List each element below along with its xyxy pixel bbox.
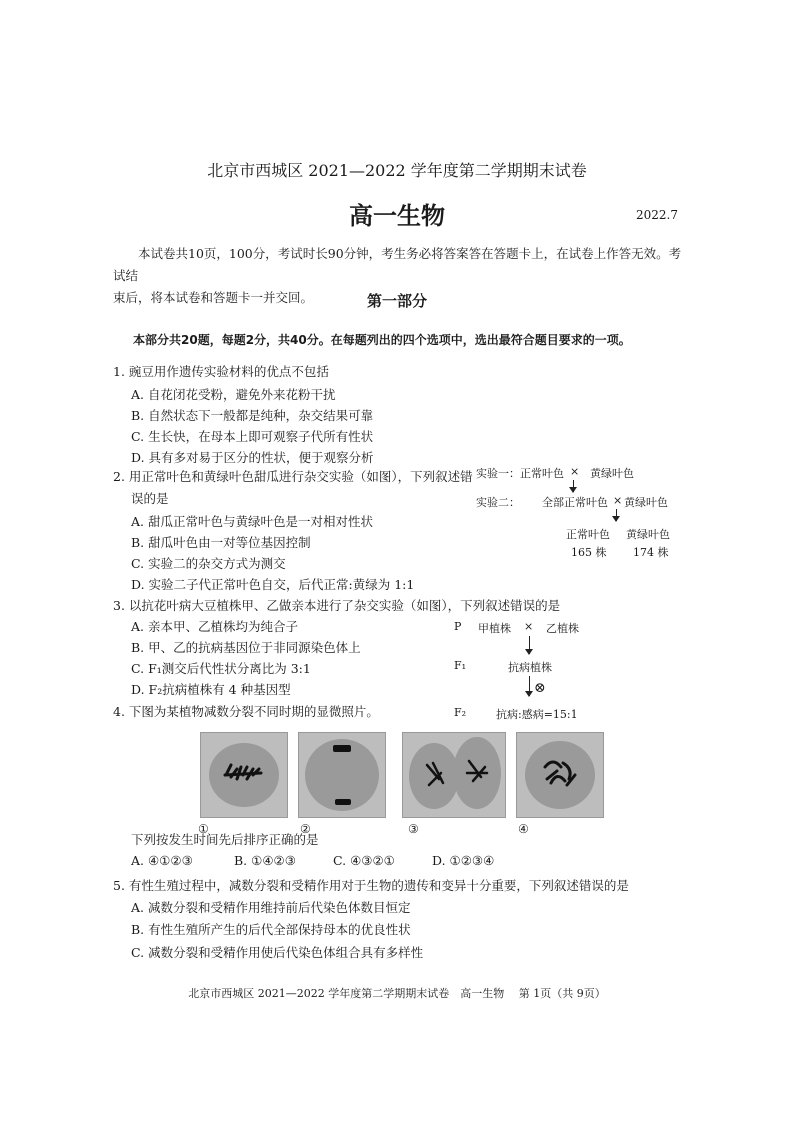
exam-title: 北京市西城区 2021—2022 学年度第二学期期末试卷 (207, 161, 587, 180)
q1-option-a: A. 自花闭花受粉，避免外来花粉干扰 (131, 387, 336, 402)
photo-label-4: ④ (518, 822, 529, 836)
q2-exp1-parent-a: 正常叶色 (520, 467, 564, 480)
q3-p-label: P (454, 620, 462, 633)
q4-stem: 4. 下图为某植物减数分裂不同时期的显微照片。 (113, 704, 379, 719)
q3-option-a: A. 亲本甲、乙植株均为纯合子 (131, 619, 298, 634)
q2-exp2-label: 实验二： (476, 496, 520, 509)
page-footer: 北京市西城区 2021—2022 学年度第二学期期末试卷 高一生物 第 1页（共 9页） (188, 987, 606, 1000)
q2-option-d: D. 实验二子代正常叶色自交，后代正常:黄绿为 1:1 (131, 577, 415, 592)
q3-parent-b: 乙植株 (546, 622, 579, 635)
q3-option-b: B. 甲、乙的抗病基因位于非同源染色体上 (131, 640, 361, 655)
q3-parent-a: 甲植株 (478, 622, 511, 635)
q2-stem-line-2: 误的是 (131, 491, 169, 506)
exam-date: 2022.7 (636, 208, 678, 222)
micrograph-1 (200, 732, 288, 818)
q5-stem: 5. 有性生殖过程中，减数分裂和受精作用对于生物的遗传和变异十分重要，下列叙述错误的是 (113, 878, 629, 893)
q1-stem: 1. 豌豆用作遗传实验材料的优点不包括 (113, 364, 329, 379)
q5-option-c: C. 减数分裂和受精作用使后代染色体组合具有多样性 (131, 945, 424, 960)
q2-offspring-a: 正常叶色 (566, 528, 610, 541)
q4-option-a: A. ④①②③ (131, 853, 193, 868)
intro-line-2: 束后，将本试卷和答题卡一并交回。 (113, 290, 314, 305)
q3-arrow-2 (529, 676, 530, 696)
q1-option-c: C. 生长快，在母本上即可观察子代所有性状 (131, 429, 374, 444)
q4-sub-stem: 下列按发生时间先后排序正确的是 (131, 832, 319, 847)
q1-option-b: B. 自然状态下一般都是纯种，杂交结果可靠 (131, 408, 374, 423)
q5-option-a: A. 减数分裂和受精作用维持前后代染色体数目恒定 (131, 900, 411, 915)
q3-f1-text: 抗病植株 (508, 661, 552, 674)
q3-option-c: C. F₁测交后代性状分离比为 3:1 (131, 661, 311, 676)
q3-arrow-1 (529, 636, 530, 654)
q2-option-b: B. 甜瓜叶色由一对等位基因控制 (131, 535, 311, 550)
q2-arrow-2 (616, 509, 617, 521)
q2-count-b: 174 株 (633, 546, 669, 559)
intro-line-1: 本试卷共10页，100分，考试时长90分钟，考生务必将答案答在答题卡上，在试卷上作答无效。考试结 (113, 246, 682, 283)
q3-self-cross-icon: ⊗ (534, 680, 546, 696)
q2-option-a: A. 甜瓜正常叶色与黄绿叶色是一对相对性状 (131, 514, 373, 529)
micrograph-3 (402, 732, 506, 818)
q2-exp2-cross: × (613, 494, 623, 507)
micrograph-2 (298, 732, 386, 818)
q1-option-d: D. 具有多对易于区分的性状，便于观察分析 (131, 450, 374, 465)
q2-exp2-parent-b: 黄绿叶色 (624, 496, 668, 509)
q2-exp1-label: 实验一： (476, 467, 520, 480)
q4-option-d: D. ①②③④ (432, 853, 495, 868)
q4-option-c: C. ④③②① (333, 853, 395, 868)
photo-label-1: ① (198, 822, 209, 836)
part-instruction: 本部分共20题，每题2分，共40分。在每题列出的四个选项中，选出最符合题目要求的一项。 (133, 333, 631, 347)
q2-exp2-parent-a: 全部正常叶色 (542, 496, 608, 509)
q2-option-c: C. 实验二的杂交方式为测交 (131, 556, 286, 571)
q3-f1-label: F₁ (454, 659, 467, 672)
q3-cross: × (524, 620, 534, 633)
part-title: 第一部分 (366, 292, 427, 310)
photo-label-2: ② (300, 822, 311, 836)
q3-f2-text: 抗病:感病=15:1 (496, 708, 578, 721)
q2-offspring-b: 黄绿叶色 (626, 528, 670, 541)
micrograph-4 (516, 732, 604, 818)
photo-label-3: ③ (408, 822, 419, 836)
q2-count-a: 165 株 (571, 546, 607, 559)
q3-stem: 3. 以抗花叶病大豆植株甲、乙做亲本进行了杂交实验（如图），下列叙述错误的是 (113, 598, 561, 613)
q2-exp1-cross: × (570, 465, 580, 478)
q3-f2-label: F₂ (454, 706, 467, 719)
q5-option-b: B. 有性生殖所产生的后代全部保持母本的优良性状 (131, 922, 411, 937)
q2-stem-line-1: 2. 用正常叶色和黄绿叶色甜瓜进行杂交实验（如图），下列叙述错 (113, 469, 473, 484)
q4-option-b: B. ①④②③ (234, 853, 296, 868)
q3-option-d: D. F₂抗病植株有 4 种基因型 (131, 682, 291, 697)
q2-exp1-parent-b: 黄绿叶色 (590, 467, 634, 480)
subject-title: 高一生物 (349, 202, 445, 230)
q2-arrow-1 (573, 480, 574, 492)
